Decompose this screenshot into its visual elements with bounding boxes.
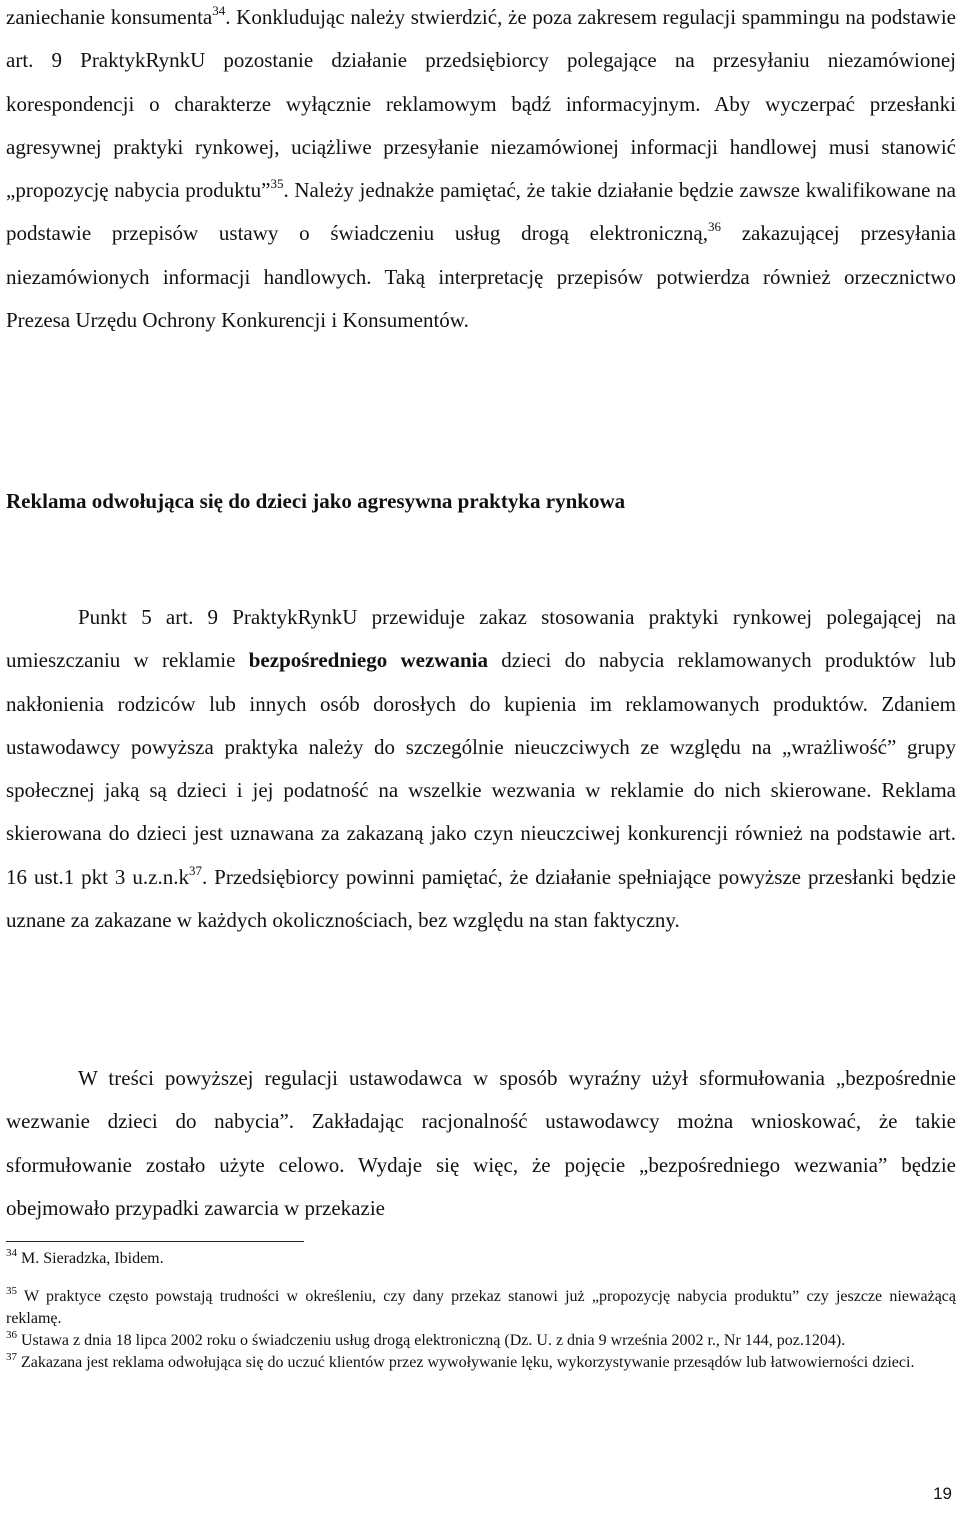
paragraph-2-text-a: Punkt 5 art. 9 PraktykRynkU przewiduje zakaz stosowania praktyki rynkowej polegającej na umieszczaniu w reklamie: [6, 605, 956, 673]
footnote-ref-34[interactable]: 34: [212, 3, 226, 18]
footnote-ref-36[interactable]: 36: [708, 219, 721, 235]
footnote-number-36: 36: [6, 1329, 17, 1341]
body-paragraph-3: W treści powyższej regulacji ustawodawca w sposób wyraźny użył sformułowania „bezpośrednie wezwanie dzieci do nabycia”. Zakładając racjonalność ustawodawcy można wnioskować, że takie sformułowanie zostało użyte celowo. Wydaje się więc, że pojęcie „bezpośredniego wezwania” będzie obejmowało przypadki zawarcia w przekazie: [6, 1066, 956, 1220]
section-heading: Reklama odwołująca się do dzieci jako agresywna praktyka rynkowa: [6, 489, 626, 513]
paragraph-2-bold-phrase: bezpośredniego wezwania: [248, 648, 488, 673]
paragraph-2-text-b: dzieci do nabycia reklamowanych produktów lub nakłonienia rodziców lub innych osób dorosłych do kupienia im reklamowanych produktów. Zdaniem ustawodawcy powyższa praktyka należy do szczególnie nieuczciwych ze względu na „wrażliwość” grupy społecznej jaką są dzieci i jej podatność na wszelkie wezwania w reklamie do nich skierowane. Reklama skierowana do dzieci jest uznawana za zakazaną jako czyn nieuczciwej konkurencji również na podstawie art. 16 ust.1 pkt 3 u.z.n.k: [6, 648, 957, 889]
paragraph-1-text-b: . Konkludując należy stwierdzić, że poza zakresem regulacji spammingu na podstawie art. 9 PraktykRynkU pozostanie działanie przedsiębiorcy polegające na przesyłaniu niezamówionej korespondencji o charakterze wyłącznie reklamowym bądź informacyjnym. Aby wyczerpać przesłanki agresywnej praktyki rynkowej, uciążliwe przesyłanie niezamówionej informacji handlowej musi stanowić „propozycję nabycia produktu”: [6, 5, 957, 203]
footnote-text-36: Ustawa z dnia 18 lipca 2002 roku o świadczeniu usług drogą elektroniczną (Dz. U. z dnia 9 września 2002 r., Nr 144, poz.1204).: [17, 1332, 846, 1349]
document-page: [6, 0, 956, 1517]
body-paragraph-2: [6, 596, 956, 942]
footnote-ref-35[interactable]: 35: [270, 176, 284, 192]
footnote-text-34: M. Sieradzka, Ibidem.: [17, 1250, 164, 1267]
footnote-ref-37[interactable]: 37: [188, 862, 202, 878]
footnote-text-35: W praktyce często powstają trudności w określeniu, czy dany przekaz stanowi już „propozycję nabycia produktu” czy jeszcze nieważącą reklamę.: [6, 1288, 956, 1327]
footnote-number-34: 34: [6, 1247, 17, 1259]
paragraph-1-text-c: . Należy jednakże pamiętać, że takie działanie będzie zawsze kwalifikowane na podstawie przepisów ustawy o świadczeniu usług drogą elektroniczną,: [6, 178, 957, 246]
footnote-35: [6, 1286, 956, 1330]
footnote-34: [6, 1248, 956, 1270]
footnote-text-37: Zakazana jest reklama odwołująca się do uczuć klientów przez wywoływanie lęku, wykorzystywanie przesądów lub łatwowierności dzieci.: [17, 1354, 915, 1371]
paragraph-2-text-c: . Przedsiębiorcy powinni pamiętać, że działanie spełniające powyższe przesłanki będzie uznane za zakazane w każdych okolicznościach, bez względu na stan faktyczny.: [6, 864, 956, 933]
footnote-number-37: 37: [6, 1351, 17, 1363]
footnotes-section: [6, 1245, 956, 1374]
footnote-number-35: 35: [6, 1285, 17, 1297]
paragraph-1-text-d: zakazującej przesyłania niezamówionych informacji handlowych. Taką interpretację przepisów potwierdza również orzecznictwo Prezesa Urzędu Ochrony Konkurencji i Konsumentów.: [6, 221, 956, 333]
footnote-separator: [6, 1241, 304, 1242]
page-number: 19: [933, 1484, 952, 1503]
footnote-37: [6, 1352, 956, 1374]
paragraph-1-text-a: zaniechanie konsumenta: [6, 5, 213, 29]
body-paragraph-1: [6, 0, 956, 342]
footnote-36: [6, 1330, 956, 1352]
